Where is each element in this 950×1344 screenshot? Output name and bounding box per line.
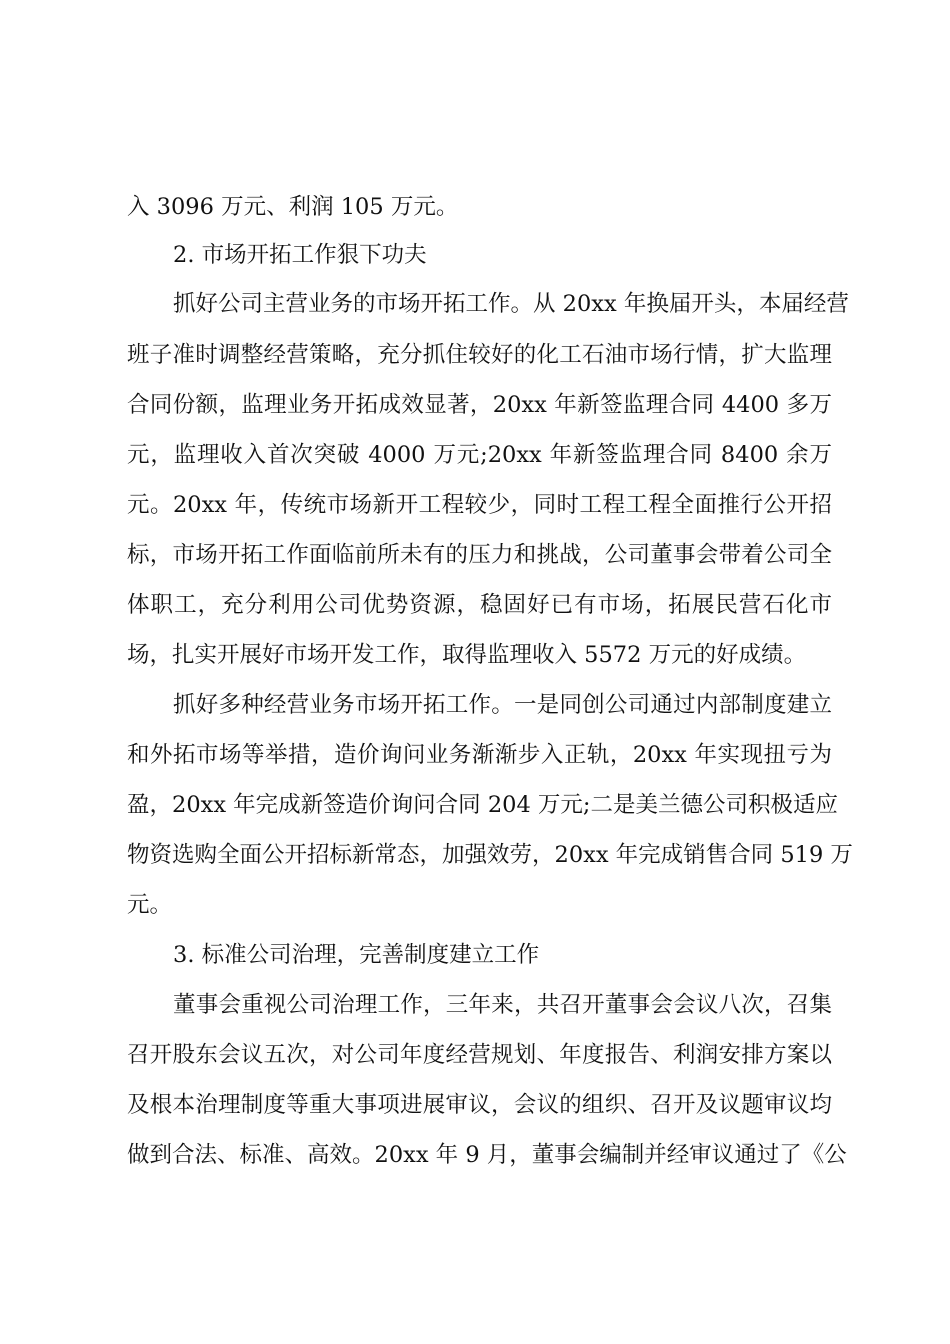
paragraph-line: 及根本治理制度等重大事项进展审议，会议的组织、召开及议题审议均 [127, 1092, 832, 1118]
paragraph-line: 标，市场开拓工作面临前所未有的压力和挑战，公司董事会带着公司全 [127, 542, 832, 568]
paragraph-line: 物资选购全面公开招标新常态，加强效劳，20xx 年完成销售合同 519 万 [127, 842, 853, 868]
paragraph-line: 召开股东会议五次，对公司年度经营规划、年度报告、利润安排方案以 [127, 1042, 832, 1068]
paragraph-line: 体职工，充分利用公司优势资源，稳固好已有市场，拓展民营石化市 [127, 592, 832, 618]
paragraph-line: 抓好公司主营业务的市场开拓工作。从 20xx 年换届开头，本届经营 [173, 291, 849, 317]
paragraph-line: 元。20xx 年，传统市场新开工程较少，同时工程工程全面推行公开招 [127, 492, 832, 518]
section-heading: 3. 标准公司治理，完善制度建立工作 [173, 942, 540, 968]
paragraph-line: 盈，20xx 年完成新签造价询问合同 204 万元;二是美兰德公司积极适应 [127, 792, 838, 818]
paragraph-line: 元，监理收入首次突破 4000 万元;20xx 年新签监理合同 8400 余万 [127, 442, 832, 468]
paragraph-line: 元。 [127, 892, 173, 918]
paragraph-line: 合同份额，监理业务开拓成效显著，20xx 年新签监理合同 4400 多万 [127, 392, 832, 418]
paragraph-line: 抓好多种经营业务市场开拓工作。一是同创公司通过内部制度建立 [173, 692, 832, 718]
paragraph-line: 和外拓市场等举措，造价询问业务渐渐步入正轨，20xx 年实现扭亏为 [127, 742, 832, 768]
paragraph-line: 班子准时调整经营策略，充分抓住较好的化工石油市场行情，扩大监理 [127, 342, 832, 368]
paragraph-line: 董事会重视公司治理工作，三年来，共召开董事会会议八次，召集 [173, 992, 832, 1018]
section-heading: 2. 市场开拓工作狠下功夫 [173, 242, 427, 268]
paragraph-line: 做到合法、标准、高效。20xx 年 9 月，董事会编制并经审议通过了《公 [127, 1142, 847, 1168]
paragraph-line: 场，扎实开展好市场开发工作，取得监理收入 5572 万元的好成绩。 [127, 642, 807, 668]
paragraph-line: 入 3096 万元、利润 105 万元。 [127, 194, 459, 220]
